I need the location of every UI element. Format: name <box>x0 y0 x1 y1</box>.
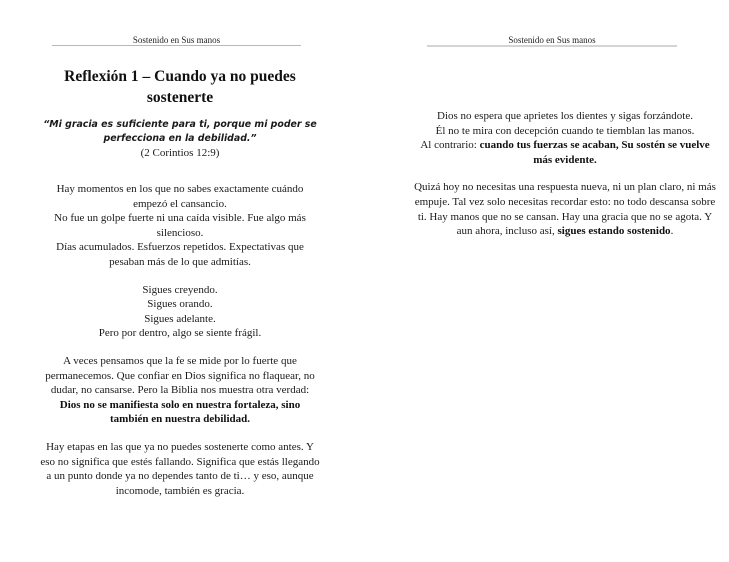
verse-reference: (2 Corintios 12:9) <box>140 147 220 159</box>
paragraph-line <box>413 138 717 167</box>
paragraph-end: . <box>670 225 674 238</box>
paragraph-1 <box>413 109 717 167</box>
paragraph-line: Sigues adelante. <box>144 312 216 325</box>
left-page-content <box>40 66 320 498</box>
paragraph-line: Él no te mira con decepción cuando te tiemblan las manos. <box>435 124 695 137</box>
paragraph-2 <box>413 180 717 238</box>
paragraph-emphasis: cuando tus fuerzas se acaban, Su sostén se vuelve más evidente. <box>479 139 710 166</box>
header-rule <box>427 45 677 47</box>
paragraph-line: Sigues creyendo. <box>142 283 218 296</box>
paragraph-2 <box>40 283 320 341</box>
paragraph-line: Pero por dentro, algo se siente frágil. <box>98 327 262 340</box>
paragraph-emphasis: sigues estando sostenido <box>557 225 671 238</box>
paragraph-line: Hay momentos en los que no sabes exactamente cuándo empezó el cansancio. <box>56 183 304 210</box>
paragraph-text: Quizá hoy no necesitas una respuesta nueva, ni un plan claro, ni más empuje. Tal vez solo necesitas recordar esto: no todo descansa sobre ti. Hay manos que no se cansan. Hay una gracia que no se agota. Y aun ahora, incluso así, <box>414 181 716 238</box>
reflection-title: Reflexión 1 – Cuando ya no puedes sostenerte <box>64 68 296 106</box>
running-header: Sostenido en Sus manos <box>508 35 596 45</box>
paragraph-text: Al contrario: <box>420 139 480 152</box>
right-page <box>365 0 729 562</box>
right-page-content <box>413 109 717 283</box>
paragraph-emphasis: Dios no se manifiesta solo en nuestra fortaleza, sino también en nuestra debilidad. <box>59 398 301 426</box>
paragraph-4: Hay etapas en las que ya no puedes sostenerte como antes. Y eso no significa que estés fallando. Significa que estás llegando a un punto donde ya no dependes tanto de ti… y eso, aunque incomode, también es gracia. <box>40 440 320 497</box>
paragraph-line: No fue un golpe fuerte ni una caída visible. Fue algo más silencioso. <box>54 212 306 239</box>
paragraph-3 <box>40 354 320 427</box>
paragraph-text: A veces pensamos que la fe se mide por lo fuerte que permanecemos. Que confiar en Dios significa no flaquear, no dudar, no cansarse. Pero la Biblia nos muestra otra verdad: <box>45 354 315 397</box>
paragraph-line: Dios no espera que aprietes los dientes y sigas forzándote. <box>437 110 693 122</box>
header-rule <box>52 45 301 46</box>
paragraph-line: Días acumulados. Esfuerzos repetidos. Expectativas que pesaban más de lo que admitías. <box>56 241 304 268</box>
running-header: Sostenido en Sus manos <box>132 35 221 45</box>
paragraph-line: Sigues orando. <box>147 298 213 311</box>
verse-quote: “Mi gracia es suficiente para ti, porque mi poder se perfecciona en la debilidad.” <box>43 119 317 144</box>
paragraph-1 <box>40 182 320 270</box>
